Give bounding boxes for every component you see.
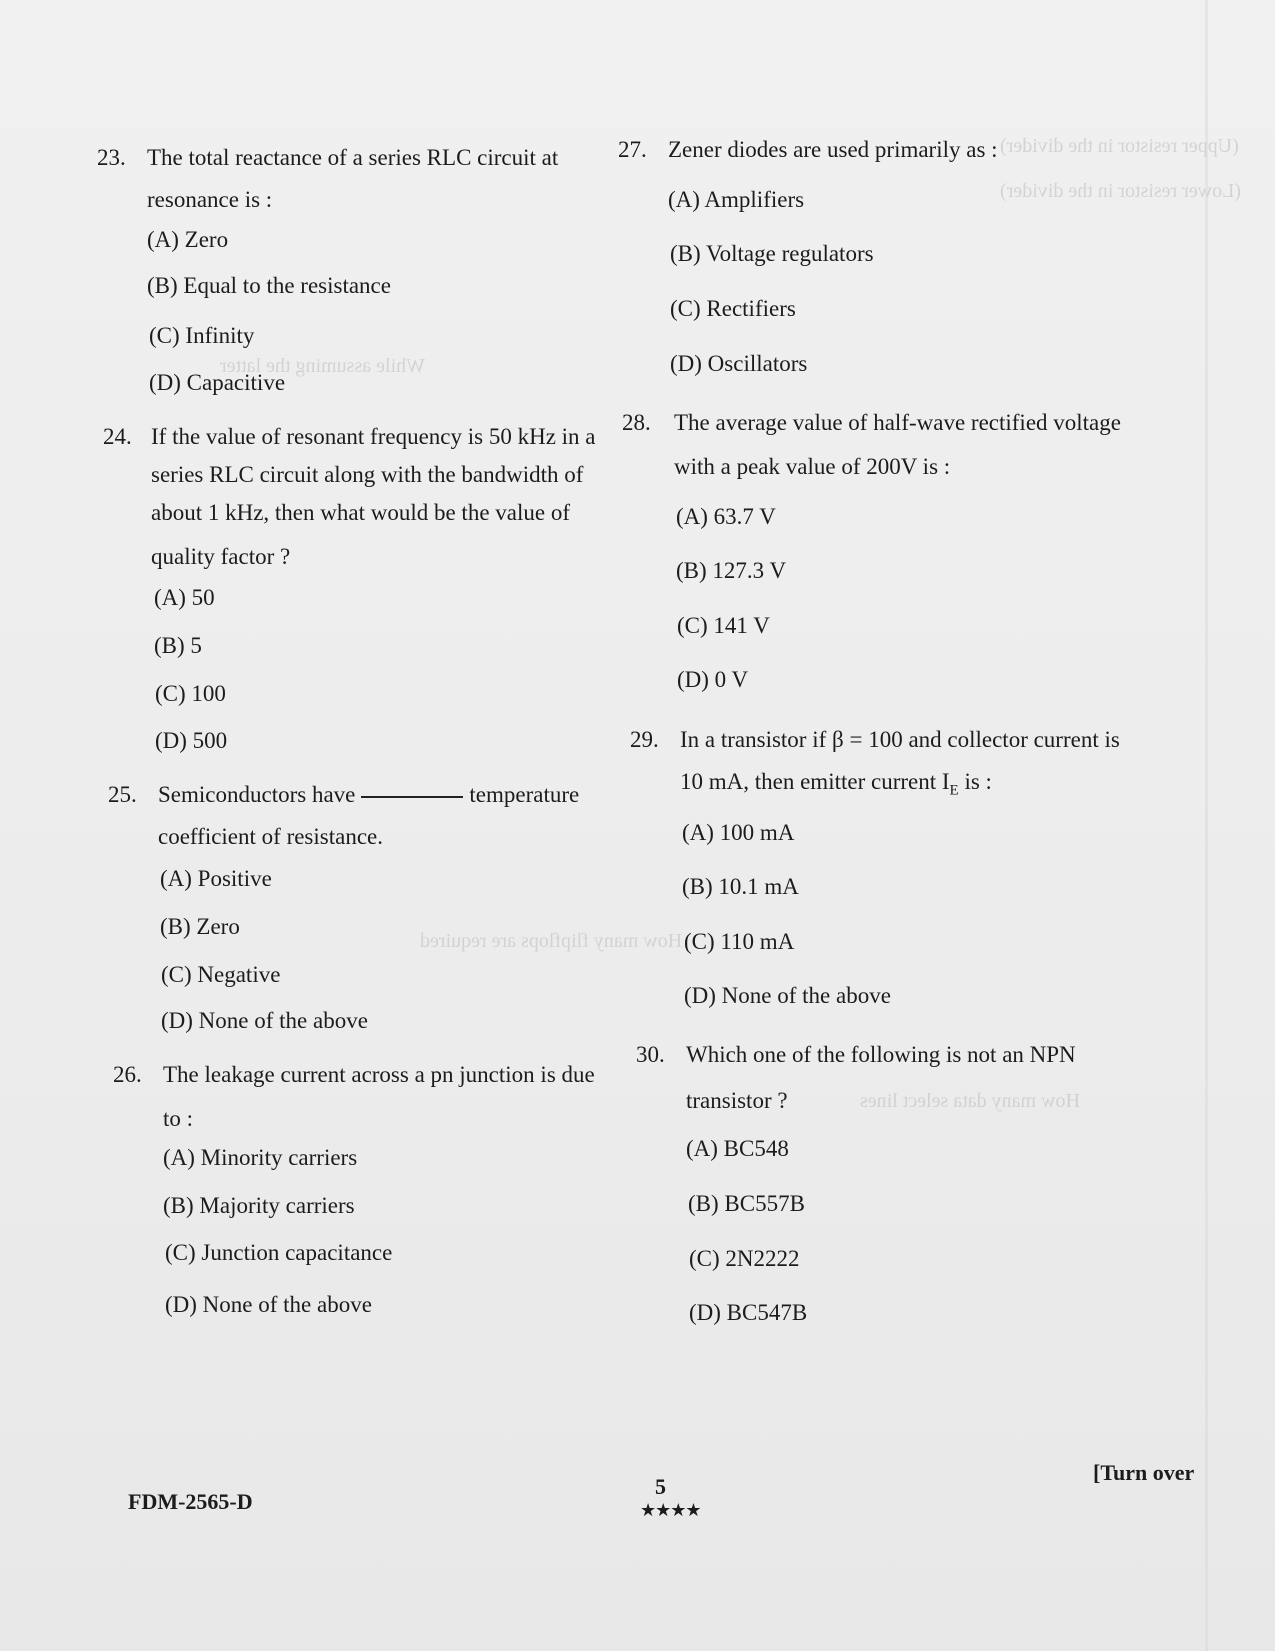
bleed-through-text: (Upper resistor in the divider) [1000, 135, 1239, 157]
option-d: (D) 0 V [677, 667, 749, 692]
option-b: (B) 127.3 V [676, 558, 787, 583]
option-a: (A) 63.7 V [676, 504, 776, 529]
bleed-through-text: While assuming the latter [220, 355, 425, 377]
option-b: (B) Equal to the resistance [147, 273, 391, 298]
option-a: (A) Minority carriers [163, 1145, 358, 1170]
option-b: (B) Zero [160, 914, 240, 939]
option-c: (C) 2N2222 [689, 1246, 800, 1271]
question-number: 30. [636, 1042, 665, 1067]
question-text: The average value of half-wave rectified voltage with a peak value of 200V is : [674, 410, 1121, 479]
option-c: (C) 110 mA [684, 929, 795, 954]
turn-over-label: [Turn over [1093, 1460, 1195, 1485]
option-a: (A) 50 [154, 585, 215, 610]
question-text: In a transistor if β = 100 and collector current is 10 mA, then emitter current $I_E$ is : [680, 727, 1120, 799]
question-text: If the value of resonant frequency is 50 kHz in a series RLC circuit along with the bandwidth of about 1 kHz, then what would be the value of quality factor ? [151, 424, 596, 569]
option-d: (D) None of the above [684, 983, 891, 1008]
question-text: Which one of the following is not an NPN transistor ? [686, 1042, 1076, 1113]
option-c: (C) Negative [161, 962, 281, 987]
option-c: (C) Junction capacitance [165, 1240, 393, 1265]
question-text: Semiconductors have temperature coefficient of resistance. [158, 782, 580, 849]
option-b: (B) 5 [154, 633, 202, 658]
paper-code: FDM-2565-D [128, 1489, 253, 1514]
option-c: (C) 100 [155, 681, 226, 706]
question-text: The leakage current across a pn junction is due to : [163, 1062, 595, 1131]
bleed-through-text: How many data select lines [860, 1090, 1080, 1112]
option-b: (B) BC557B [688, 1191, 805, 1216]
option-d: (D) None of the above [161, 1008, 368, 1033]
question-number: 23. [97, 145, 126, 170]
option-a: (A) BC548 [686, 1136, 789, 1161]
option-b: (B) 10.1 mA [682, 874, 799, 899]
fill-in-blank [361, 796, 463, 798]
option-b: (B) Majority carriers [163, 1193, 355, 1218]
option-d: (D) 500 [155, 728, 228, 753]
option-a: (A) Zero [147, 227, 229, 252]
question-number: 25. [108, 782, 137, 807]
star-marks: ★★★★ [640, 1500, 701, 1521]
option-d: (D) BC547B [689, 1300, 808, 1325]
question-number: 28. [622, 410, 651, 435]
question-number: 26. [113, 1062, 142, 1087]
bleed-through-text: How many flipflops are required [420, 930, 683, 952]
option-d: (D) None of the above [165, 1292, 372, 1317]
option-a: (A) 100 mA [682, 820, 795, 845]
option-a: (A) Amplifiers [668, 187, 805, 212]
option-c: (C) 141 V [677, 613, 770, 638]
option-c: (C) Rectifiers [670, 296, 796, 321]
option-b: (B) Voltage regulators [670, 241, 874, 266]
question-number: 24. [103, 424, 132, 449]
option-d: (D) Oscillators [670, 351, 808, 376]
page-edge-shadow [1205, 0, 1208, 1651]
option-d: (D) Capacitive [149, 370, 286, 395]
question-number: 29. [630, 727, 659, 752]
question-text: Zener diodes are used primarily as : [668, 137, 998, 162]
option-c: (C) Infinity [149, 323, 255, 348]
option-a: (A) Positive [160, 866, 272, 891]
bleed-through-text: (Lower resistor in the divider) [1000, 180, 1242, 202]
page-number: 5 [655, 1474, 666, 1499]
question-number: 27. [618, 137, 647, 162]
question-text: The total reactance of a series RLC circuit at resonance is : [147, 145, 559, 212]
